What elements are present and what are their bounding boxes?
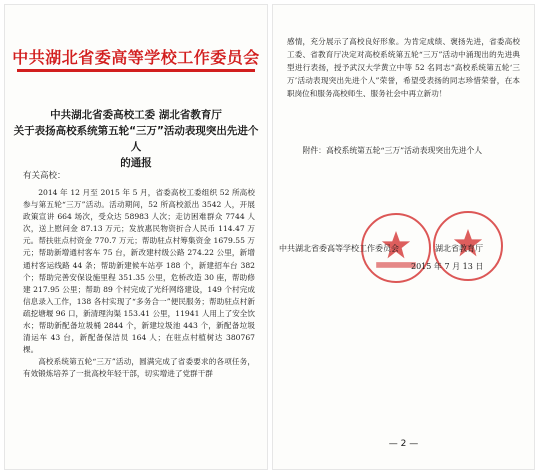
title-line-1: 中共湖北省委高校工委 湖北省教育厅 — [50, 109, 222, 121]
page-number: — 2 — — [388, 439, 419, 449]
body-text-left — [23, 187, 255, 381]
attachment-line: 附件：高校系统第五轮“三万”活动表现突出先进个人 — [302, 146, 483, 155]
signatory-party-committee: 中共湖北省委高等学校工作委员会 — [279, 244, 399, 253]
red-divider-line — [17, 69, 255, 72]
signatory-education-department: 湖北省教育厅 — [435, 244, 483, 253]
body-paragraph: 感情，充分展示了高校良好形象。为肯定成绩、褒扬先进，省委高校工委、省教育厅决定对高校系统第五轮“三万”活动中涌现出的先进典型进行表扬，授予武汉大学黄立中等 52 名同志“高校系统第五轮‘三万’活动表现突出先进个人”荣誉，希望受表扬的同志珍惜荣誉，在本职岗位和服务高校师生、服务社会中再立新功！ — [287, 37, 520, 98]
document-page-right — [272, 4, 535, 470]
body-text-right — [287, 35, 520, 100]
body-paragraph: 高校系统第五轮“三万”活动，圆满完成了省委要求的各项任务，有效锻炼培养了一批高校年轻干部，切实增进了党群干群 — [23, 357, 255, 379]
document-title — [11, 107, 261, 171]
document-date: 2015 年 7 月 13 日 — [411, 262, 484, 271]
title-line-2: 关于表扬高校系统第五轮“三万”活动表现突出先进个人 — [13, 125, 259, 153]
document-page-left — [4, 4, 268, 470]
letterhead: 中共湖北省委高等学校工作委员会 — [12, 48, 260, 67]
body-paragraph: 2014 年 12 月至 2015 年 5 月，省委高校工委组织 52 所高校参与第五轮“三万”活动。活动期间，52 所高校派出 3542 人，开展政策宣讲 664 场次，受众达 58983 人次；走访困难群众 7744 人次，送上慰问金 87.13 万元；发放惠民物资折合人民币 114.47 万元。帮扶驻点村资金 770.7 万元；帮助驻点村筹集资金 1679.55 万元；帮助新增通村客车 75 台，新改建村级公路 274.22 公里，新增通村客运线路 44 条；帮助新建候车站亭 188 个，新建招车台 382 个；帮助完善安保设施里程 351.35 公里，危桥改造 30 座，帮助修建 217.95 公里；帮助 89 个村完成了光纤网络建设，149 个村完成信息录入工作，138 各村实现了“多务合一”便民服务；帮助驻点村新疏挖塘堰 96 口，新清理沟渠 153.41 公里，11941 人用上了安全饮水；帮助新配备垃圾桶 2844 个，新建垃圾池 443 个，新配备垃圾清运车 43 台，新配备保洁员 164 人；在驻点村植树达 380767 棵。 — [23, 188, 255, 355]
title-line-3: 的通报 — [120, 157, 152, 169]
salutation: 有关高校： — [23, 171, 66, 181]
